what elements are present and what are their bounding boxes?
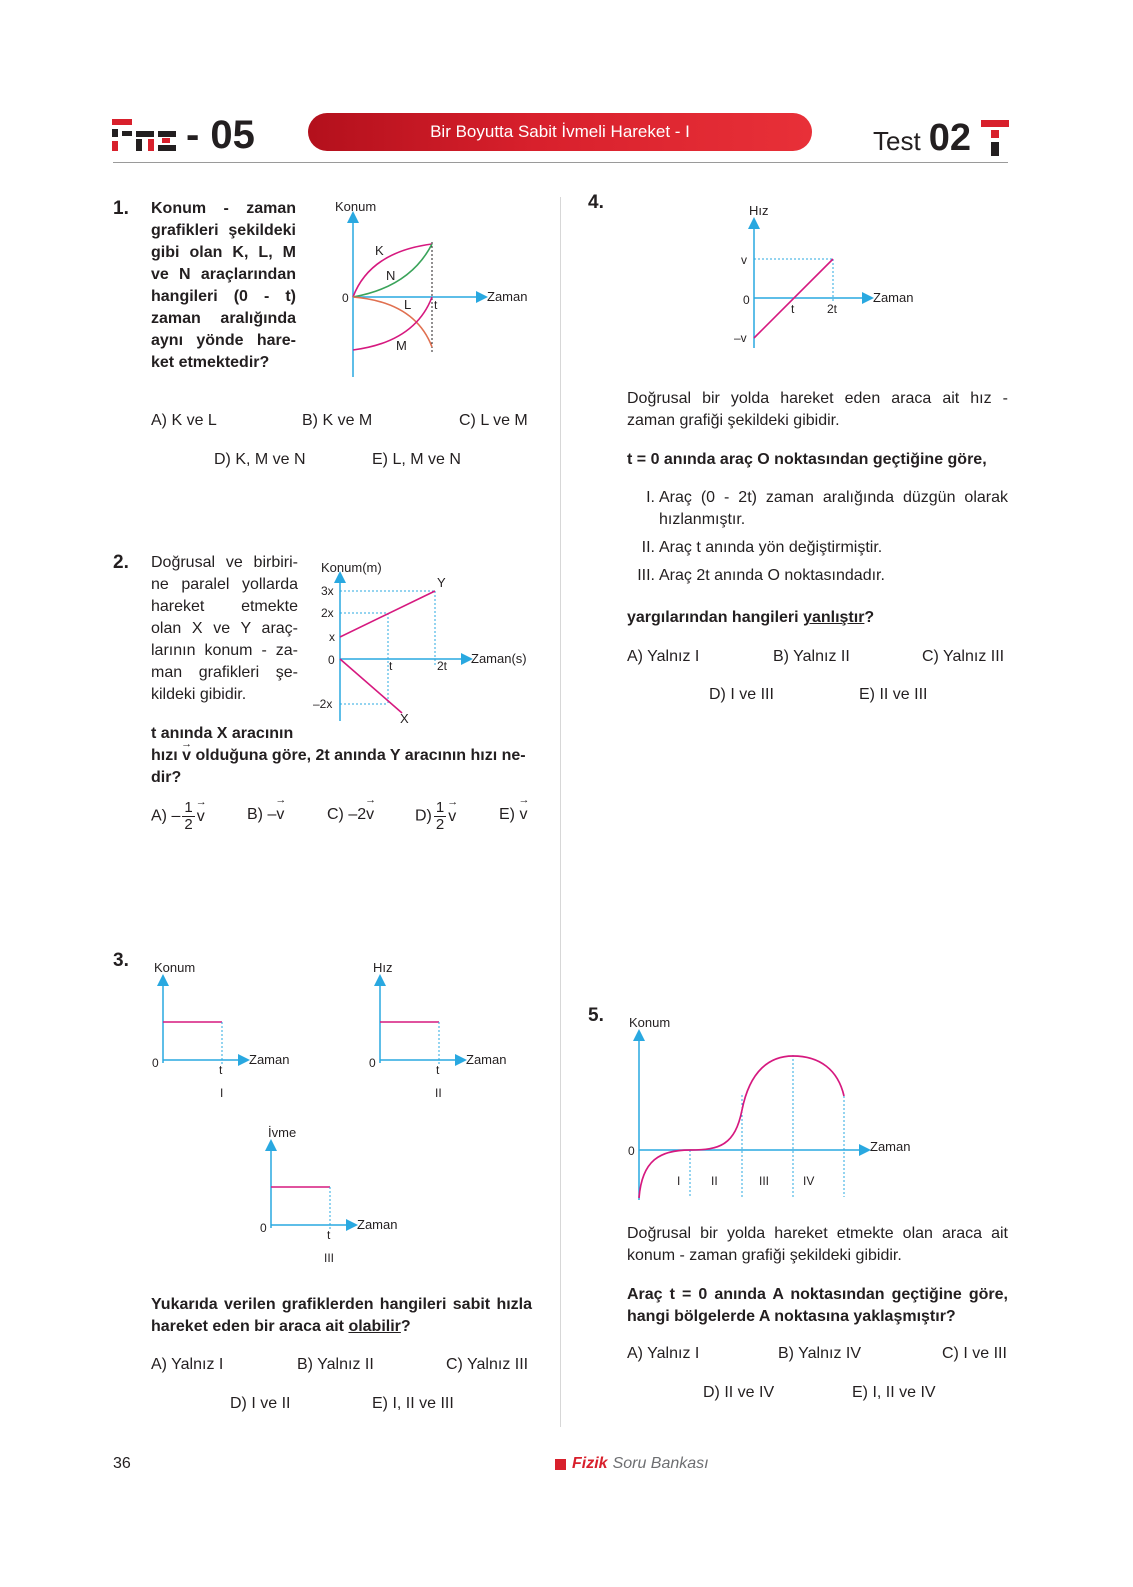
faz-logo-icon bbox=[110, 115, 180, 155]
q3-option-e[interactable]: E) I, II ve III bbox=[372, 1395, 454, 1412]
q3-g3-x-label: Zaman bbox=[357, 1217, 398, 1232]
q2-label-y: Y bbox=[437, 575, 446, 590]
footer-brand bbox=[555, 1455, 709, 1473]
q5-option-c[interactable]: C) I ve III bbox=[942, 1345, 1007, 1362]
q2-d-frac bbox=[434, 800, 446, 833]
q1-option-d[interactable]: D) K, M ve N bbox=[214, 451, 306, 468]
q2-option-e[interactable] bbox=[499, 806, 527, 824]
q5-text-line2: konum - zaman grafiği şekildeki gibidir. bbox=[627, 1247, 902, 1264]
q1-t-label: t bbox=[434, 298, 438, 312]
q3-g3-t-label: t bbox=[327, 1228, 331, 1242]
q2-question bbox=[151, 723, 531, 789]
q5-option-a[interactable]: A) Yalnız I bbox=[627, 1345, 700, 1362]
q5-option-b[interactable]: B) Yalnız IV bbox=[778, 1345, 861, 1362]
q5-region-4: IV bbox=[803, 1174, 815, 1188]
q4-statement-1 bbox=[627, 487, 1008, 531]
q1-label-n: N bbox=[386, 268, 396, 283]
q2-a-den: 2 bbox=[184, 816, 193, 833]
q5-option-e[interactable]: E) I, II ve IV bbox=[852, 1384, 936, 1401]
q2-c-text: C) –2 bbox=[327, 806, 367, 823]
q2-a-prefix: A) – bbox=[151, 807, 181, 825]
q3-option-b[interactable]: B) Yalnız II bbox=[297, 1356, 374, 1373]
q2-c-vec: → v bbox=[366, 806, 374, 824]
q4-statement-3 bbox=[627, 565, 1008, 587]
q2-option-c[interactable] bbox=[327, 806, 374, 824]
q2-e-vec: → v bbox=[519, 806, 527, 824]
q5-graph bbox=[620, 1010, 930, 1205]
q5-number: 5. bbox=[588, 1005, 604, 1026]
q2-d-den: 2 bbox=[435, 816, 445, 833]
q1-option-e[interactable]: E) L, M ve N bbox=[372, 451, 461, 468]
topic-title: Bir Boyutta Sabit İvmeli Hareket - I bbox=[430, 122, 690, 141]
q2-d-num: 1 bbox=[435, 799, 445, 816]
page-number: 36 bbox=[113, 1455, 131, 1472]
q2-question-line1: t anında X aracının bbox=[151, 725, 294, 742]
q2-origin: 0 bbox=[328, 653, 335, 667]
brand-number: - 05 bbox=[186, 112, 255, 157]
q1-line: grafikleri şekildeki bbox=[151, 222, 296, 239]
q4-statement-2 bbox=[627, 537, 1008, 559]
q4-s1-line2: hızlanmıştır. bbox=[659, 511, 746, 528]
q5-option-d[interactable]: D) II ve IV bbox=[703, 1384, 775, 1401]
q2-tick-2t: 2t bbox=[437, 659, 448, 673]
q2-q-vec: → v bbox=[182, 745, 191, 767]
q3-option-c[interactable]: C) Yalnız III bbox=[446, 1356, 529, 1373]
q2-option-b[interactable] bbox=[247, 806, 284, 824]
q3-q-pre: hareket eden bir araca ait bbox=[151, 1318, 344, 1335]
q4-s3-line1: Araç 2t anında O noktasındadır. bbox=[659, 567, 885, 584]
q4-q-post: ? bbox=[864, 609, 875, 626]
q4-option-d[interactable]: D) I ve III bbox=[709, 686, 774, 703]
q2-question-line3: dir? bbox=[151, 769, 182, 786]
test-label-block bbox=[873, 114, 1011, 160]
q2-q-post: olduğuna göre, 2t anında Y aracının hızı ne- bbox=[195, 747, 526, 764]
q1-number: 1. bbox=[113, 198, 129, 219]
q1-line: ve N araçlarından bbox=[151, 266, 296, 283]
q4-option-b[interactable]: B) Yalnız II bbox=[773, 648, 850, 665]
q1-line: aynı yönde hare- bbox=[151, 332, 296, 349]
q3-option-a[interactable]: A) Yalnız I bbox=[151, 1356, 224, 1373]
test-number: 02 bbox=[928, 117, 971, 159]
q3-question bbox=[151, 1294, 532, 1338]
q4-origin: 0 bbox=[743, 293, 750, 307]
q5-region-1: I bbox=[677, 1174, 681, 1188]
q1-y-label: Konum bbox=[335, 199, 377, 214]
q2-text bbox=[151, 552, 298, 706]
q2-graph bbox=[310, 556, 540, 731]
q3-option-d[interactable]: D) I ve II bbox=[230, 1395, 291, 1412]
q4-s1-roman: I. bbox=[646, 489, 655, 506]
q4-tick-v: v bbox=[741, 253, 747, 267]
q5-x-label: Zaman bbox=[870, 1139, 911, 1154]
q4-tick-neg-v: –v bbox=[734, 331, 747, 345]
q3-g3-origin: 0 bbox=[260, 1221, 267, 1235]
q3-g1-x-label: Zaman bbox=[249, 1052, 290, 1067]
header-rule bbox=[113, 162, 1008, 163]
q3-g1-origin: 0 bbox=[152, 1056, 159, 1070]
q2-d-prefix: D) bbox=[415, 807, 432, 825]
q1-curve-m bbox=[353, 297, 432, 350]
q2-q-pre: hızı bbox=[151, 747, 178, 764]
q4-number: 4. bbox=[588, 192, 604, 213]
q4-s2-roman: II. bbox=[641, 539, 655, 556]
q4-option-e[interactable]: E) II ve III bbox=[859, 686, 928, 703]
q1-label-m: M bbox=[396, 338, 407, 353]
q4-s2-line1: Araç t anında yön değiştirmiştir. bbox=[659, 539, 883, 556]
q3-q-post: ? bbox=[400, 1318, 411, 1335]
footer-square-icon bbox=[555, 1459, 566, 1470]
q5-question-line2: hangi bölgelerde A noktasına yaklaşmıştır? bbox=[627, 1308, 956, 1325]
q1-option-b[interactable]: B) K ve M bbox=[302, 412, 373, 429]
q4-text-line2: zaman grafiği şekildeki gibidir. bbox=[627, 412, 840, 429]
q3-question-line2 bbox=[151, 1316, 532, 1338]
q5-origin: 0 bbox=[628, 1144, 635, 1158]
q2-option-a[interactable] bbox=[151, 800, 205, 833]
brand-logo bbox=[110, 110, 255, 160]
q2-a-vec: → v bbox=[197, 808, 205, 826]
q2-line: olan X ve Y araç- bbox=[151, 620, 298, 637]
footer-book: Soru Bankası bbox=[612, 1455, 709, 1472]
q1-line: zaman aralığında bbox=[151, 310, 296, 327]
q4-tick-2t: 2t bbox=[827, 302, 838, 316]
q2-line: Doğrusal ve birbiri- bbox=[151, 554, 298, 571]
q3-g2-t-label: t bbox=[436, 1063, 440, 1077]
q1-line: ket etmektedir? bbox=[151, 354, 270, 371]
q2-line: man grafikleri şe- bbox=[151, 664, 298, 681]
q3-g3-y-label: İvme bbox=[268, 1125, 297, 1140]
q4-y-label: Hız bbox=[749, 203, 769, 218]
q4-s1-line1: Araç (0 - 2t) zaman aralığında düzgün olarak bbox=[659, 489, 1008, 506]
q5-question-line1: Araç t = 0 anında A noktasından geçtiğine göre, bbox=[627, 1286, 1008, 1303]
q3-graph-3 bbox=[253, 1120, 423, 1270]
q3-question-line1: Yukarıda verilen grafiklerden hangileri sabit hızla bbox=[151, 1296, 532, 1313]
q1-graph bbox=[320, 192, 540, 382]
q1-x-label: Zaman bbox=[487, 289, 528, 304]
q3-g1-t-label: t bbox=[219, 1063, 223, 1077]
q2-label-x: X bbox=[400, 711, 409, 726]
q2-tick-neg2x: –2x bbox=[313, 697, 333, 711]
q3-graph-1 bbox=[145, 955, 315, 1105]
q3-g2-origin: 0 bbox=[369, 1056, 376, 1070]
q2-y-label: Konum(m) bbox=[321, 560, 382, 575]
q2-tick-2x: 2x bbox=[321, 606, 334, 620]
q1-line: gibi olan K, L, M bbox=[151, 244, 296, 261]
q3-g2-roman: II bbox=[435, 1086, 442, 1100]
q1-line: hangileri (0 - t) bbox=[151, 288, 296, 305]
q2-line: hareket etmekte bbox=[151, 598, 298, 615]
q2-tick-t: t bbox=[389, 659, 393, 673]
q5-question bbox=[627, 1284, 1008, 1328]
q4-option-c[interactable]: C) Yalnız III bbox=[922, 648, 1005, 665]
q1-line: Konum - zaman bbox=[151, 200, 296, 217]
q1-origin: 0 bbox=[342, 291, 349, 305]
q2-tick-x: x bbox=[329, 630, 335, 644]
q5-y-label: Konum bbox=[629, 1015, 671, 1030]
q1-option-c[interactable]: C) L ve M bbox=[459, 412, 528, 429]
q3-number: 3. bbox=[113, 950, 129, 971]
q2-a-frac bbox=[182, 800, 194, 833]
q3-g1-roman: I bbox=[220, 1086, 224, 1100]
q1-option-a[interactable]: A) K ve L bbox=[151, 412, 217, 429]
q3-g3-roman: III bbox=[324, 1251, 335, 1265]
q1-label-k: K bbox=[375, 243, 384, 258]
footer-subject: Fizik bbox=[572, 1455, 608, 1472]
q2-line: larının konum - za- bbox=[151, 642, 298, 659]
q3-g1-y-label: Konum bbox=[154, 960, 196, 975]
q2-option-d[interactable] bbox=[415, 800, 456, 833]
q4-q-underline: yanlıştır bbox=[803, 609, 865, 626]
q2-question-line2 bbox=[151, 745, 531, 767]
q4-question bbox=[627, 607, 874, 629]
column-divider bbox=[560, 197, 561, 1427]
q5-region-3: III bbox=[759, 1174, 770, 1188]
q4-premise: t = 0 anında araç O noktasından geçtiğine göre, bbox=[627, 451, 987, 468]
q5-region-2: II bbox=[711, 1174, 718, 1188]
q2-e-text: E) bbox=[499, 806, 515, 823]
q3-g2-x-label: Zaman bbox=[466, 1052, 507, 1067]
topic-banner bbox=[308, 113, 812, 151]
q5-text-line1: Doğrusal bir yolda hareket etmekte olan araca ait bbox=[627, 1225, 1008, 1242]
q2-x-label: Zaman(s) bbox=[471, 651, 527, 666]
q2-b-vec: → v bbox=[276, 806, 284, 824]
q2-d-vec: → v bbox=[448, 808, 456, 826]
q4-text bbox=[627, 388, 1008, 432]
test-label: Test bbox=[873, 126, 921, 156]
q1-text bbox=[151, 198, 296, 374]
q4-option-a[interactable]: A) Yalnız I bbox=[627, 648, 700, 665]
q3-g2-y-label: Hız bbox=[373, 960, 393, 975]
q2-line-x bbox=[340, 659, 402, 713]
q4-text-line1: Doğrusal bir yolda hareket eden araca ait hız - bbox=[627, 390, 1008, 407]
q2-number: 2. bbox=[113, 552, 129, 573]
q3-q-underline: olabilir bbox=[348, 1318, 401, 1335]
q4-x-label: Zaman bbox=[873, 290, 914, 305]
q4-graph bbox=[725, 198, 935, 353]
q5-text bbox=[627, 1223, 1008, 1267]
test-logo-icon bbox=[975, 118, 1011, 160]
q4-statements bbox=[627, 487, 1008, 587]
q4-s3-roman: III. bbox=[637, 567, 655, 584]
q2-line: kildeki gibidir. bbox=[151, 686, 247, 703]
q1-label-l: L bbox=[404, 297, 412, 312]
q4-tick-t: t bbox=[791, 302, 795, 316]
q2-tick-3x: 3x bbox=[321, 584, 334, 598]
q3-graph-2 bbox=[362, 955, 532, 1105]
q2-a-num: 1 bbox=[184, 799, 193, 816]
q2-line: ne paralel yollarda bbox=[151, 576, 298, 593]
q4-q-pre: yargılarından hangileri bbox=[627, 609, 799, 626]
q2-b-text: B) – bbox=[247, 806, 277, 823]
